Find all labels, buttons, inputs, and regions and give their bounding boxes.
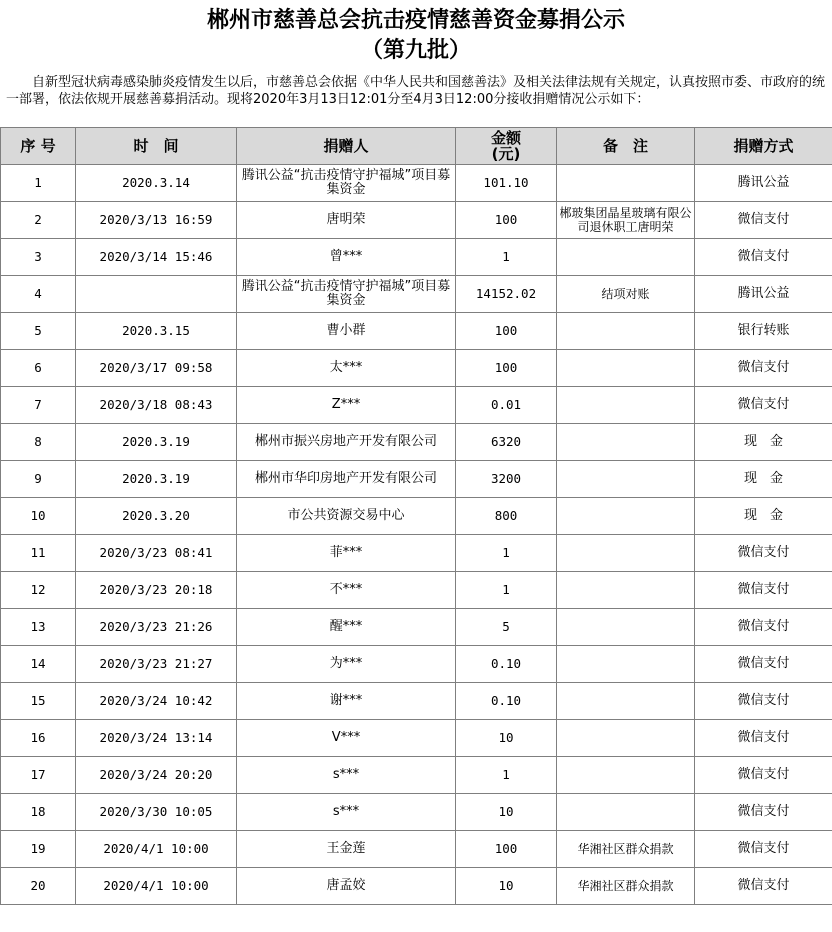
cell-time: 2020/3/17 09:58 xyxy=(76,350,237,387)
cell-amount: 100 xyxy=(456,313,557,350)
cell-method: 微信支付 xyxy=(695,387,832,424)
header-note: 备 注 xyxy=(557,128,695,165)
cell-no: 10 xyxy=(1,498,76,535)
cell-time xyxy=(76,276,237,313)
cell-donor: 谢*** xyxy=(237,683,456,720)
cell-donor: 唐明荣 xyxy=(237,202,456,239)
cell-method: 现 金 xyxy=(695,424,832,461)
table-row xyxy=(1,498,832,535)
cell-donor: 郴州市振兴房地产开发有限公司 xyxy=(237,424,456,461)
table-row xyxy=(1,202,832,239)
cell-method: 现 金 xyxy=(695,461,832,498)
header-amount-line2: (元) xyxy=(491,145,521,163)
cell-no: 11 xyxy=(1,535,76,572)
page-subtitle: （第九批） xyxy=(360,38,471,63)
table-row xyxy=(1,387,832,424)
cell-no: 8 xyxy=(1,424,76,461)
cell-note: 华湘社区群众捐款 xyxy=(557,831,695,868)
cell-no: 2 xyxy=(1,202,76,239)
cell-no: 7 xyxy=(1,387,76,424)
cell-no: 14 xyxy=(1,646,76,683)
cell-time: 2020/3/14 15:46 xyxy=(76,239,237,276)
cell-donor: 腾讯公益“抗击疫情守护福城”项目募集资金 xyxy=(237,165,456,202)
cell-no: 20 xyxy=(1,868,76,905)
table-row xyxy=(1,535,832,572)
cell-method: 微信支付 xyxy=(695,683,832,720)
cell-time: 2020/3/24 20:20 xyxy=(76,757,237,794)
cell-note: 结项对账 xyxy=(557,276,695,313)
cell-time: 2020/3/23 21:26 xyxy=(76,609,237,646)
cell-note xyxy=(557,350,695,387)
cell-method: 微信支付 xyxy=(695,757,832,794)
table-row xyxy=(1,165,832,202)
cell-time: 2020.3.20 xyxy=(76,498,237,535)
cell-donor: Z*** xyxy=(237,387,456,424)
cell-method: 微信支付 xyxy=(695,794,832,831)
cell-amount: 100 xyxy=(456,202,557,239)
cell-amount: 6320 xyxy=(456,424,557,461)
cell-donor: s*** xyxy=(237,757,456,794)
cell-amount: 0.01 xyxy=(456,387,557,424)
header-amount xyxy=(456,128,557,165)
cell-note xyxy=(557,535,695,572)
cell-donor: 太*** xyxy=(237,350,456,387)
cell-donor: 市公共资源交易中心 xyxy=(237,498,456,535)
cell-note: 华湘社区群众捐款 xyxy=(557,868,695,905)
cell-method: 微信支付 xyxy=(695,609,832,646)
cell-note xyxy=(557,683,695,720)
cell-amount: 1 xyxy=(456,535,557,572)
table-row xyxy=(1,683,832,720)
cell-no: 4 xyxy=(1,276,76,313)
cell-note xyxy=(557,313,695,350)
table-header-row xyxy=(1,128,832,165)
cell-time: 2020/3/13 16:59 xyxy=(76,202,237,239)
cell-time: 2020/3/18 08:43 xyxy=(76,387,237,424)
table-row xyxy=(1,276,832,313)
cell-donor: 腾讯公益“抗击疫情守护福城”项目募集资金 xyxy=(237,276,456,313)
cell-amount: 1 xyxy=(456,757,557,794)
cell-method: 微信支付 xyxy=(695,868,832,905)
cell-time: 2020.3.19 xyxy=(76,424,237,461)
cell-donor: 曹小群 xyxy=(237,313,456,350)
cell-time: 2020/3/23 08:41 xyxy=(76,535,237,572)
header-amount-line1: 金额 xyxy=(490,129,521,147)
cell-donor: 曾*** xyxy=(237,239,456,276)
cell-amount: 100 xyxy=(456,831,557,868)
cell-amount: 14152.02 xyxy=(456,276,557,313)
cell-note: 郴玻集团晶星玻璃有限公司退休职工唐明荣 xyxy=(557,202,695,239)
cell-note xyxy=(557,239,695,276)
cell-method: 银行转账 xyxy=(695,313,832,350)
cell-method: 腾讯公益 xyxy=(695,276,832,313)
table-row xyxy=(1,239,832,276)
cell-no: 6 xyxy=(1,350,76,387)
table-row xyxy=(1,609,832,646)
cell-donor: 菲*** xyxy=(237,535,456,572)
intro-paragraph: 自新型冠状病毒感染肺炎疫情发生以后，市慈善总会依据《中华人民共和国慈善法》及相关法律法规有关规定，认真按照市委、市政府的统一部署，依法依规开展慈善募捐活动。现将2020年3月13日12:01分至4月3日12:00分接收捐赠情况公示如下： xyxy=(6,75,826,107)
cell-donor: 为*** xyxy=(237,646,456,683)
cell-no: 1 xyxy=(1,165,76,202)
cell-no: 15 xyxy=(1,683,76,720)
table-row xyxy=(1,757,832,794)
cell-no: 18 xyxy=(1,794,76,831)
cell-method: 微信支付 xyxy=(695,239,832,276)
cell-method: 微信支付 xyxy=(695,720,832,757)
cell-donor: V*** xyxy=(237,720,456,757)
cell-amount: 0.10 xyxy=(456,646,557,683)
cell-time: 2020/3/30 10:05 xyxy=(76,794,237,831)
header-donor: 捐赠人 xyxy=(237,128,456,165)
cell-note xyxy=(557,720,695,757)
header-no: 序 号 xyxy=(1,128,76,165)
cell-method: 微信支付 xyxy=(695,202,832,239)
cell-donor: 王金莲 xyxy=(237,831,456,868)
cell-time: 2020/3/24 13:14 xyxy=(76,720,237,757)
cell-time: 2020.3.15 xyxy=(76,313,237,350)
cell-donor: 郴州市华印房地产开发有限公司 xyxy=(237,461,456,498)
table-row xyxy=(1,313,832,350)
cell-no: 9 xyxy=(1,461,76,498)
cell-note xyxy=(557,424,695,461)
cell-time: 2020/3/23 21:27 xyxy=(76,646,237,683)
cell-amount: 1 xyxy=(456,572,557,609)
cell-note xyxy=(557,387,695,424)
table-row xyxy=(1,720,832,757)
table-row xyxy=(1,868,832,905)
table-row xyxy=(1,646,832,683)
donation-table xyxy=(0,127,832,905)
cell-method: 现 金 xyxy=(695,498,832,535)
cell-time: 2020/3/23 20:18 xyxy=(76,572,237,609)
cell-amount: 10 xyxy=(456,868,557,905)
cell-no: 17 xyxy=(1,757,76,794)
cell-amount: 101.10 xyxy=(456,165,557,202)
table-row xyxy=(1,461,832,498)
cell-note xyxy=(557,165,695,202)
cell-amount: 5 xyxy=(456,609,557,646)
cell-no: 19 xyxy=(1,831,76,868)
cell-amount: 10 xyxy=(456,794,557,831)
cell-time: 2020.3.14 xyxy=(76,165,237,202)
cell-time: 2020/4/1 10:00 xyxy=(76,831,237,868)
table-row xyxy=(1,831,832,868)
header-method: 捐赠方式 xyxy=(695,128,832,165)
cell-note xyxy=(557,794,695,831)
cell-time: 2020.3.19 xyxy=(76,461,237,498)
cell-method: 微信支付 xyxy=(695,350,832,387)
page-title: 郴州市慈善总会抗击疫情慈善资金募捐公示 xyxy=(206,8,625,33)
cell-amount: 100 xyxy=(456,350,557,387)
cell-donor: 醒*** xyxy=(237,609,456,646)
cell-amount: 0.10 xyxy=(456,683,557,720)
cell-no: 5 xyxy=(1,313,76,350)
cell-method: 微信支付 xyxy=(695,535,832,572)
cell-note xyxy=(557,609,695,646)
cell-no: 13 xyxy=(1,609,76,646)
cell-method: 腾讯公益 xyxy=(695,165,832,202)
cell-note xyxy=(557,461,695,498)
cell-donor: s*** xyxy=(237,794,456,831)
cell-note xyxy=(557,572,695,609)
cell-amount: 10 xyxy=(456,720,557,757)
cell-note xyxy=(557,646,695,683)
cell-amount: 1 xyxy=(456,239,557,276)
table-row xyxy=(1,424,832,461)
cell-method: 微信支付 xyxy=(695,831,832,868)
cell-donor: 不*** xyxy=(237,572,456,609)
cell-method: 微信支付 xyxy=(695,646,832,683)
cell-no: 3 xyxy=(1,239,76,276)
table-row xyxy=(1,794,832,831)
cell-no: 16 xyxy=(1,720,76,757)
cell-note xyxy=(557,757,695,794)
cell-donor: 唐孟姣 xyxy=(237,868,456,905)
table-row xyxy=(1,350,832,387)
cell-amount: 800 xyxy=(456,498,557,535)
cell-note xyxy=(557,498,695,535)
table-row xyxy=(1,572,832,609)
header-time: 时 间 xyxy=(76,128,237,165)
cell-amount: 3200 xyxy=(456,461,557,498)
cell-no: 12 xyxy=(1,572,76,609)
cell-time: 2020/3/24 10:42 xyxy=(76,683,237,720)
cell-time: 2020/4/1 10:00 xyxy=(76,868,237,905)
cell-method: 微信支付 xyxy=(695,572,832,609)
